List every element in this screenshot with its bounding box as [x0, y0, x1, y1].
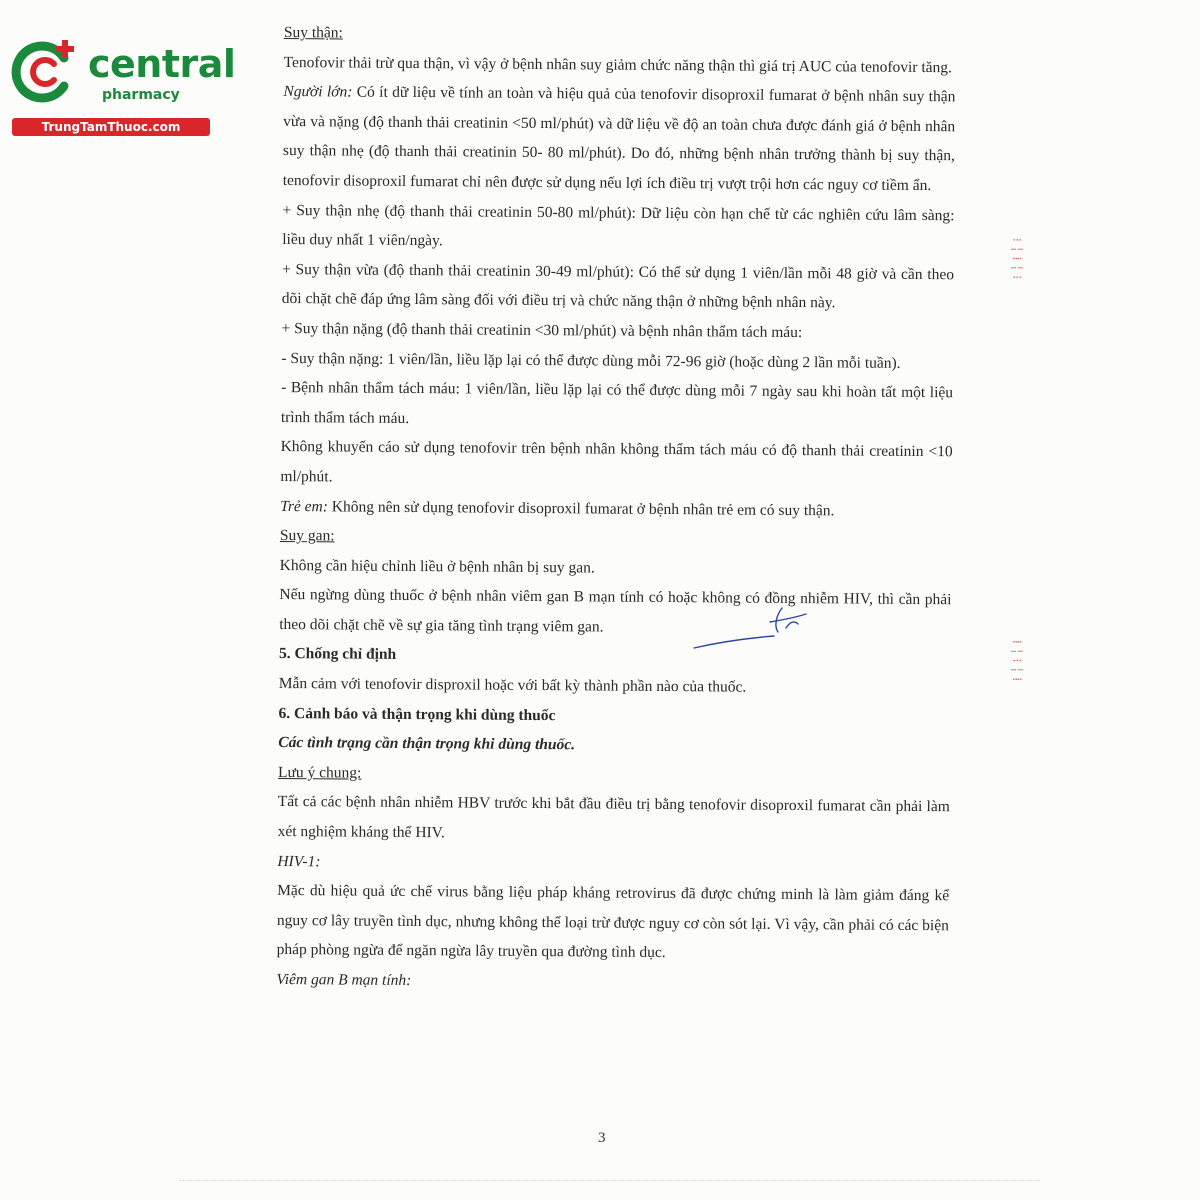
- paragraph: Mẫn cảm với tenofovir disproxil hoặc với bất kỳ thành phần nào của thuốc.: [278, 675, 747, 696]
- bottom-divider: [180, 1176, 1040, 1181]
- paragraph: - Bệnh nhân thẩm tách máu: 1 viên/lần, liều lặp lại có thể được dùng mỗi 7 ngày sau khi hoàn tất một liệu trình thẩm tách máu.: [280, 379, 954, 427]
- paragraph: + Suy thận nhẹ (độ thanh thải creatinin 50-80 ml/phút): Dữ liệu còn hạn chế từ các nghiên cứu lâm sàng: liều duy nhất 1 viên/ngày.: [282, 201, 955, 250]
- signature-mark: [690, 602, 820, 652]
- central-pharmacy-logo[interactable]: [10, 38, 236, 138]
- paragraph: Không khuyến cáo sử dụng tenofovir trên bệnh nhân không thẩm tách máu có độ thanh thải creatinin <10 ml/phút.: [280, 438, 953, 486]
- heading-viem-gan-b: Viêm gan B mạn tính:: [276, 970, 412, 990]
- document-body: [276, 18, 956, 1000]
- section-heading-5: 5. Chống chỉ định: [278, 645, 397, 664]
- paragraph: + Suy thận vừa (độ thanh thải creatinin 30-49 ml/phút): Có thể sử dụng 1 viên/lần mỗi 48 giờ và cần theo dõi chặt chẽ đáp ứng lâm sàng đối với điều trị và chức năng thận ở những bệnh nhân này.: [281, 260, 955, 312]
- paragraph: Không cần hiệu chỉnh liều ở bệnh nhân bị suy gan.: [279, 556, 595, 577]
- paragraph-lead: Người lớn:: [283, 83, 353, 101]
- section-heading-6: 6. Cảnh báo và thận trọng khi dùng thuốc: [278, 704, 556, 724]
- paragraph: Tenofovir thải trừ qua thận, vì vậy ở bệnh nhân suy giảm chức năng thận thì giá trị AUC của tenofovir tăng.: [283, 53, 952, 76]
- paragraph-lead: Trẻ em:: [280, 497, 329, 515]
- paragraph: Tất cả các bệnh nhân nhiễm HBV trước khi bắt đầu điều trị bằng tenofovir disoproxil fumarat cần phải làm xét nghiệm kháng thể HIV.: [277, 793, 950, 842]
- stamp-mark: ⁞ ╎ ⁝ ╎ ⁞: [1010, 640, 1024, 682]
- heading-luu-y-chung: Lưu ý chung:: [278, 763, 362, 782]
- central-logo-icon: [10, 38, 78, 106]
- section-subheading: Các tình trạng cần thận trọng khi dùng thuốc.: [278, 734, 576, 754]
- paragraph-children: [280, 491, 952, 526]
- paragraph-adults: [283, 77, 956, 201]
- logo-url-banner[interactable]: TrungTamThuoc.com: [12, 118, 210, 136]
- heading-hiv: HIV-1:: [277, 852, 321, 870]
- paragraph: Mặc dù hiệu quả ức chế virus bằng liệu pháp kháng retrovirus đã được chứng minh là làm giảm đáng kể nguy cơ lây truyền tình dục, nhưng không thể loại trừ được nguy cơ còn sót lại. Vì vậy, cần phải có các biện pháp phòng ngừa để ngăn ngừa lây truyền qua đường tình dục.: [276, 882, 950, 962]
- paragraph-text: Không nên sử dụng tenofovir disoproxil fumarat ở bệnh nhân trẻ em có suy thận.: [327, 497, 835, 519]
- page-number: 3: [598, 1130, 606, 1146]
- stamp-mark: ⁝ ╎ ⁞ ╎ ⁝: [1010, 238, 1024, 280]
- logo-name: central: [88, 42, 236, 86]
- paragraph: + Suy thận nặng (độ thanh thải creatinin <30 ml/phút) và bệnh nhân thẩm tách máu:: [281, 319, 803, 342]
- paragraph: Nếu ngừng dùng thuốc ở bệnh nhân viêm gan B mạn tính có hoặc không có đồng nhiễm HIV, thì cần phải theo dõi chặt chẽ về sự gia tăng tình trạng viêm gan.: [279, 586, 952, 636]
- heading-suy-than: Suy thận:: [283, 23, 343, 42]
- heading-suy-gan: Suy gan:: [279, 527, 335, 545]
- paragraph: - Suy thận nặng: 1 viên/lần, liều lặp lại có thể được dùng mỗi 72-96 giờ (hoặc dùng 2 lần mỗi tuần).: [281, 349, 901, 372]
- logo-subtitle: pharmacy: [102, 87, 180, 103]
- paragraph-text: Có ít dữ liệu về tính an toàn và hiệu quả của tenofovir disoproxil fumarat ở bệnh nhân suy thận vừa và nặng (độ thanh thải creatinin <50 ml/phút) và dữ liệu về độ an toàn chưa được đánh giá ở bệnh nhân suy thận nhẹ (độ thanh thải creatinin 50- 80 ml/phút). Do đó, những bệnh nhân trưởng thành bị suy thận, tenofovir disoproxil fumarat chỉ nên được sử dụng nếu lợi ích điều trị vượt trội hơn các nguy cơ tiềm ẩn.: [282, 83, 956, 195]
